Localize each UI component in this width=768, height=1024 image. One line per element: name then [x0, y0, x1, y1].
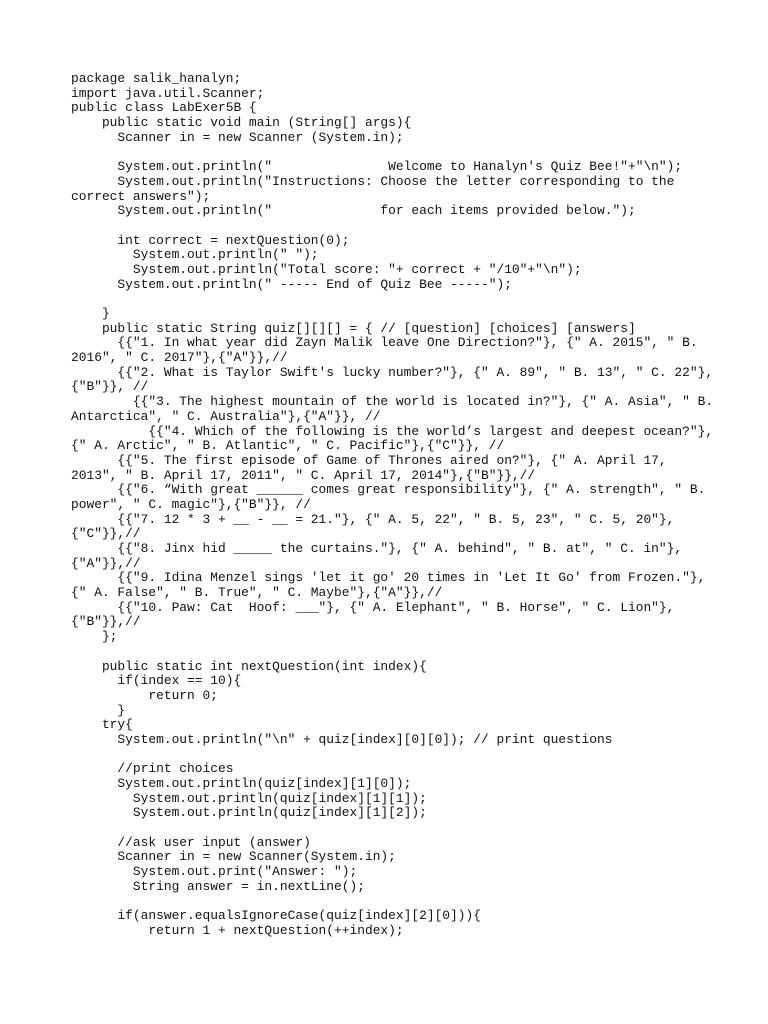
code-line — [71, 145, 761, 160]
code-line: {{"1. In what year did Zayn Malik leave One Direction?"}, {" A. 2015", " B. — [71, 335, 698, 351]
code-line: String answer = in.nextLine(); — [71, 878, 365, 894]
code-line: package salik_hanalyn; — [71, 71, 242, 86]
code-listing — [71, 72, 761, 939]
code-line: {" A. Arctic", " B. Atlantic", " C. Pacific"},{"C"}}, // — [71, 438, 505, 454]
code-line: } — [71, 306, 110, 321]
code-line: {{"4. Which of the following is the world’s largest and deepest ocean?"}, — [71, 423, 714, 439]
code-line: if(index == 10){ — [71, 673, 242, 689]
code-line: if(answer.equalsIgnoreCase(quiz[index][2][0])){ — [71, 908, 481, 924]
code-line: public static String quiz[][][] = { // [question] [choices] [answers] — [71, 320, 636, 336]
code-line: public static int nextQuestion(int index){ — [71, 658, 427, 674]
code-line — [71, 821, 761, 836]
code-line: {"C"}},// — [71, 526, 141, 542]
code-line: power", " C. magic"},{"B"}}, // — [71, 496, 311, 512]
code-line: {"B"}}, // — [71, 379, 149, 395]
code-line: {" A. False", " B. True", " C. Maybe"},{"A"}},// — [71, 585, 443, 601]
code-line: //ask user input (answer) — [71, 834, 311, 850]
code-line — [71, 895, 761, 910]
code-line: System.out.println(quiz[index][1][2]); — [71, 805, 427, 821]
code-line: System.out.println("Total score: "+ correct + "/10"+"\n"); — [71, 261, 582, 277]
code-line: {{"10. Paw: Cat Hoof: ___"}, {" A. Elephant", " B. Horse", " C. Lion"}, — [71, 599, 675, 615]
code-line: {{"6. “With great ______ comes great responsibility"}, {" A. strength", " B. — [71, 482, 706, 498]
code-line: 2013", " B. April 17, 2011", " C. April 17, 2014"},{"B"}},// — [71, 467, 536, 483]
code-line: {{"7. 12 * 3 + __ - __ = 21."}, {" A. 5, 22", " B. 5, 23", " C. 5, 20"}, — [71, 511, 675, 527]
code-line: {{"5. The first episode of Game of Thrones aired on?"}, {" A. April 17, — [71, 452, 667, 468]
code-line: Scanner in = new Scanner(System.in); — [71, 849, 396, 865]
code-line: return 1 + nextQuestion(++index); — [71, 922, 404, 938]
code-line — [71, 219, 761, 234]
code-line: {{"8. Jinx hid _____ the curtains."}, {" A. behind", " B. at", " C. in"}, — [71, 541, 683, 556]
code-line — [71, 645, 761, 660]
code-line: System.out.println(quiz[index][1][0]); — [71, 776, 412, 791]
code-line: Scanner in = new Scanner (System.in); — [71, 129, 404, 145]
code-line: System.out.println(" Welcome to Hanalyn's Quiz Bee!"+"\n"); — [71, 159, 683, 175]
code-line: public static void main (String[] args){ — [71, 115, 412, 131]
code-line: System.out.print("Answer: "); — [71, 864, 358, 880]
code-line: try{ — [71, 717, 133, 733]
code-line: int correct = nextQuestion(0); — [71, 232, 350, 248]
code-line: System.out.println(" "); — [71, 247, 319, 263]
code-line: System.out.println(" for each items provided below."); — [71, 203, 636, 219]
code-line: public class LabExer5B { — [71, 100, 257, 116]
code-line: System.out.println("\n" + quiz[index][0][0]); // print questions — [71, 731, 613, 747]
code-line: import java.util.Scanner; — [71, 85, 265, 101]
code-line: return 0; — [71, 687, 218, 703]
code-line — [71, 292, 761, 307]
code-line — [71, 748, 761, 763]
code-line: Antarctica", " C. Australia"},{"A"}}, // — [71, 408, 381, 424]
code-line: //print choices — [71, 761, 234, 777]
code-line: System.out.println(" ----- End of Quiz Bee -----"); — [71, 276, 512, 292]
code-line: System.out.println(quiz[index][1][1]); — [71, 790, 427, 806]
code-line: }; — [71, 629, 118, 645]
code-line: {{"3. The highest mountain of the world is located in?"}, {" A. Asia", " B. — [71, 394, 714, 410]
code-line: 2016", " C. 2017"},{"A"}},// — [71, 350, 288, 366]
code-line: correct answers"); — [71, 188, 211, 204]
code-line: {"A"}},// — [71, 555, 141, 571]
code-line: System.out.println("Instructions: Choose the letter corresponding to the — [71, 173, 675, 189]
code-line: {{"9. Idina Menzel sings 'let it go' 20 times in 'Let It Go' from Frozen."}, — [71, 570, 706, 586]
code-line: {{"2. What is Taylor Swift's lucky number?"}, {" A. 89", " B. 13", " C. 22"}, — [71, 364, 714, 380]
code-line: } — [71, 702, 126, 718]
code-line: {"B"}},// — [71, 614, 141, 630]
